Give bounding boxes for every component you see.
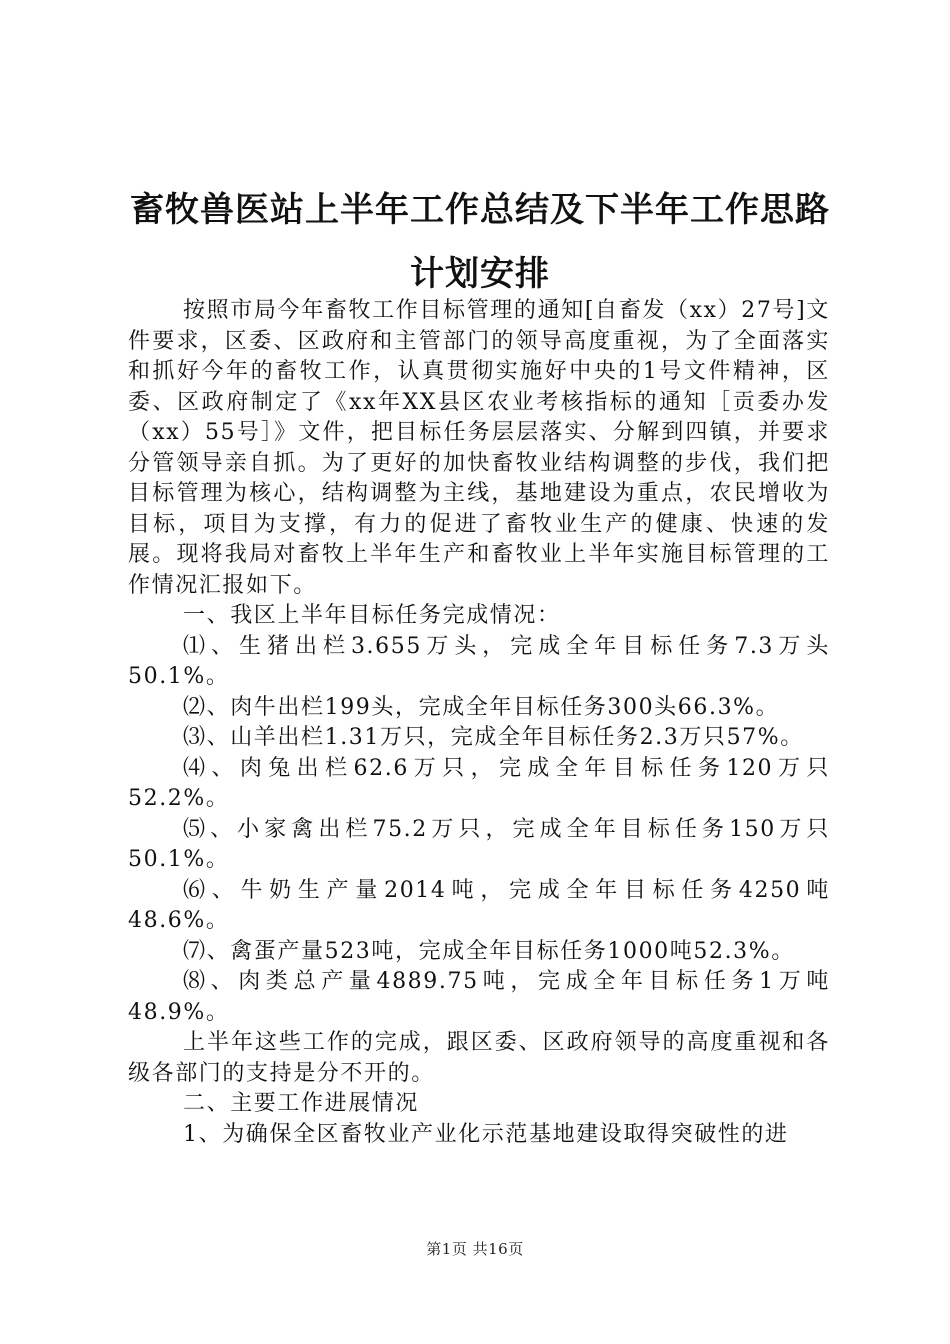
page-number-footer: 第1页 共16页 bbox=[426, 1240, 524, 1258]
list-item: ⑸、小家禽出栏75.2万只，完成全年目标任务150万只50.1%。 bbox=[128, 816, 830, 872]
list-item: ⑹、牛奶生产量2014吨，完成全年目标任务4250吨48.6%。 bbox=[128, 877, 830, 933]
list-item: ⑶、山羊出栏1.31万只，完成全年目标任务2.3万只57%。 bbox=[183, 725, 804, 750]
intro-paragraph: 按照市局今年畜牧工作目标管理的通知[自畜发（xx）27号]文件要求，区委、区政府和主管部门的领导高度重视，为了全面落实和抓好今年的畜牧工作，认真贯彻实施好中央的1号文件精神，区委、区政府制定了《xx年XX县区农业考核指标的通知［贡委办发（xx）55号］》文件，把目标任务层层落实、分解到四镇，并要求分管领导亲自抓。为了更好的加快畜牧业结构调整的步伐，我们把目标管理为核心，结构调整为主线，基地建设为重点，农民增收为目标，项目为支撑，有力的促进了畜牧业生产的健康、快速的发展。现将我局对畜牧上半年生产和畜牧业上半年实施目标管理的工作情况汇报如下。 bbox=[128, 298, 830, 598]
list-item: ⑵、肉牛出栏199头，完成全年目标任务300头66.3%。 bbox=[183, 694, 780, 720]
body-paragraph: 1、为确保全区畜牧业产业化示范基地建设取得突破性的进 bbox=[183, 1121, 789, 1147]
summary-paragraph: 上半年这些工作的完成，跟区委、区政府领导的高度重视和各级各部门的支持是分不开的。 bbox=[128, 1030, 830, 1086]
list-item: ⑴、生猪出栏3.655万头，完成全年目标任务7.3万头50.1%。 bbox=[128, 633, 830, 689]
document-title: 畜牧兽医站上半年工作总结及下半年工作思路计划安排 bbox=[130, 190, 830, 294]
document-body bbox=[128, 296, 830, 1150]
list-item: ⑺、禽蛋产量523吨，完成全年目标任务1000吨52.3%。 bbox=[183, 938, 795, 964]
list-item: ⑷、肉兔出栏62.6万只，完成全年目标任务120万只52.2%。 bbox=[128, 755, 830, 811]
list-item: ⑻、肉类总产量4889.75吨，完成全年目标任务1万吨48.9%。 bbox=[128, 969, 830, 1025]
section-heading-2: 二、主要工作进展情况 bbox=[183, 1091, 420, 1116]
section-heading-1: 一、我区上半年目标任务完成情况： bbox=[183, 603, 561, 628]
